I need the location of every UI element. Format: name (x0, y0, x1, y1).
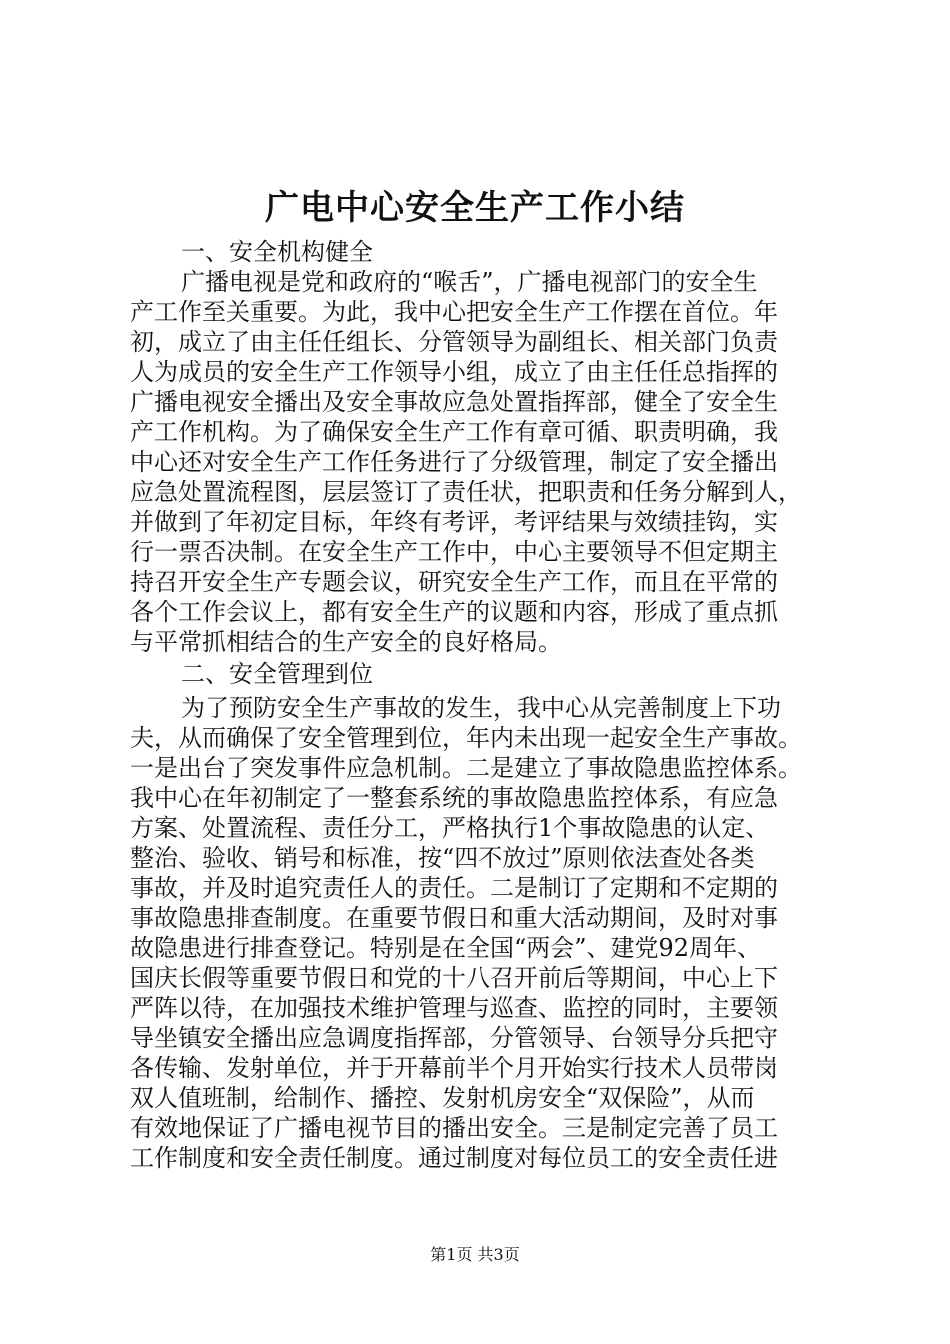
paragraph-line: 中心还对安全生产工作任务进行了分级管理，制定了安全播出 (130, 448, 778, 476)
paragraph-line: 故隐患进行排查登记。特别是在全国“两会”、建党92周年、 (130, 934, 762, 962)
paragraph-line: 我中心在年初制定了一整套系统的事故隐患监控体系，有应急 (130, 784, 778, 812)
section-heading: 二、安全管理到位 (181, 660, 373, 688)
paragraph-line: 事故隐患排查制度。在重要节假日和重大活动期间，及时对事 (130, 904, 778, 932)
paragraph-line: 持召开安全生产专题会议，研究安全生产工作，而且在平常的 (130, 568, 778, 596)
paragraph-line: 与平常抓相结合的生产安全的良好格局。 (130, 628, 562, 656)
paragraph-line: 各个工作会议上，都有安全生产的议题和内容，形成了重点抓 (130, 598, 778, 626)
paragraph-line: 事故，并及时追究责任人的责任。二是制订了定期和不定期的 (130, 874, 778, 902)
paragraph-line: 产工作机构。为了确保安全生产工作有章可循、职责明确，我 (130, 418, 778, 446)
page-footer: 第1页 共3页 (430, 1245, 520, 1264)
paragraph-line: 各传输、发射单位，并于开幕前半个月开始实行技术人员带岗 (130, 1054, 778, 1082)
paragraph-line: 导坐镇安全播出应急调度指挥部，分管领导、台领导分兵把守 (130, 1024, 778, 1052)
paragraph-line: 一是出台了突发事件应急机制。二是建立了事故隐患监控体系。 (130, 754, 802, 782)
paragraph-line: 工作制度和安全责任制度。通过制度对每位员工的安全责任进 (130, 1144, 778, 1172)
paragraph-line: 整治、验收、销号和标准，按“四不放过”原则依法查处各类 (130, 844, 755, 872)
paragraph-line: 国庆长假等重要节假日和党的十八召开前后等期间，中心上下 (130, 964, 778, 992)
paragraph-line: 应急处置流程图，层层签订了责任状，把职责和任务分解到人， (130, 478, 802, 506)
paragraph-line: 广播电视是党和政府的“喉舌”，广播电视部门的安全生 (181, 268, 758, 296)
paragraph-line: 广播电视安全播出及安全事故应急处置指挥部，健全了安全生 (130, 388, 778, 416)
paragraph-line: 行一票否决制。在安全生产工作中，中心主要领导不但定期主 (130, 538, 778, 566)
paragraph-line: 为了预防安全生产事故的发生，我中心从完善制度上下功 (181, 694, 781, 722)
section-heading: 一、安全机构健全 (181, 238, 373, 266)
paragraph-line: 方案、处置流程、责任分工，严格执行1个事故隐患的认定、 (130, 814, 770, 842)
paragraph-line: 夫，从而确保了安全管理到位，年内未出现一起安全生产事故。 (130, 724, 802, 752)
page-title: 广电中心安全生产工作小结 (265, 188, 685, 228)
paragraph-line: 人为成员的安全生产工作领导小组，成立了由主任任总指挥的 (130, 358, 778, 386)
paragraph-line: 有效地保证了广播电视节目的播出安全。三是制定完善了员工 (130, 1114, 778, 1142)
paragraph-line: 并做到了年初定目标，年终有考评，考评结果与效绩挂钩，实 (130, 508, 778, 536)
paragraph-line: 双人值班制，给制作、播控、发射机房安全“双保险”，从而 (130, 1084, 755, 1112)
paragraph-line: 产工作至关重要。为此，我中心把安全生产工作摆在首位。年 (130, 298, 778, 326)
paragraph-line: 初，成立了由主任任组长、分管领导为副组长、相关部门负责 (130, 328, 778, 356)
paragraph-line: 严阵以待，在加强技术维护管理与巡查、监控的同时，主要领 (130, 994, 778, 1022)
